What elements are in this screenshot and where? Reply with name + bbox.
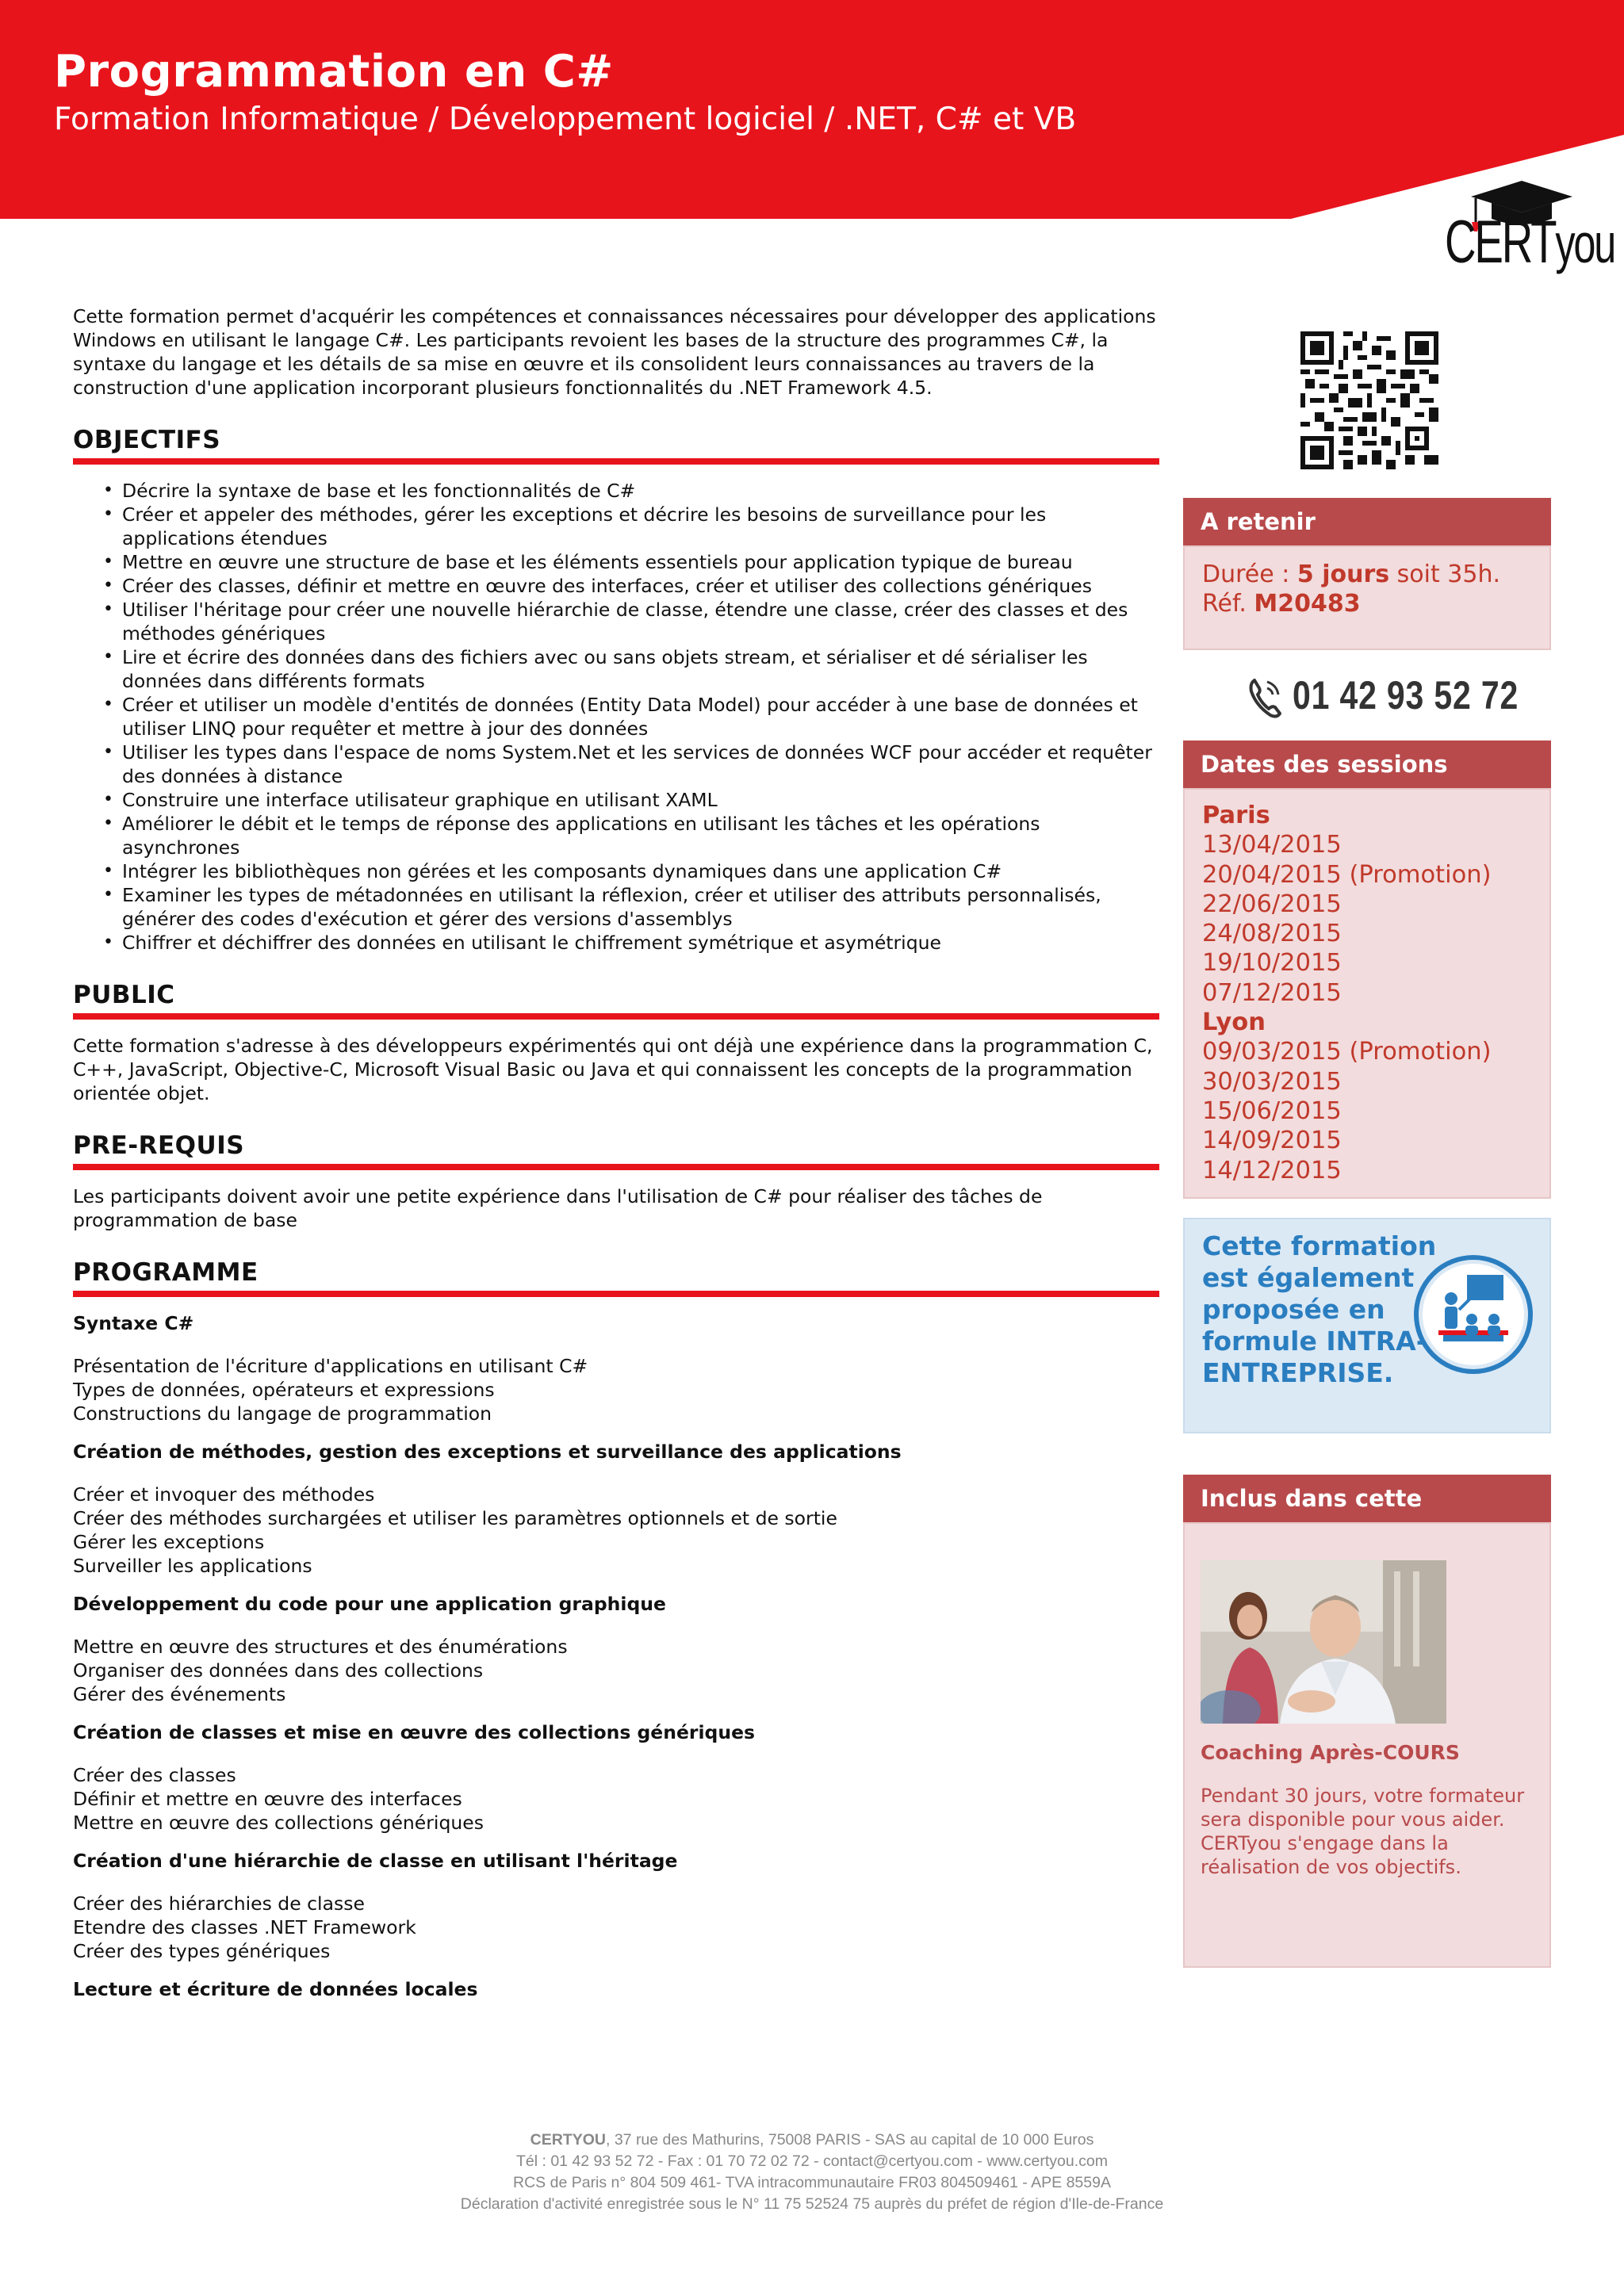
programme-module-title: Création de classes et mise en œuvre des collections génériques [73, 1721, 756, 1743]
prerequis-text: Les participants doivent avoir une petite expérience dans l'utilisation de C# pour réaliser des tâches de programmation de base [73, 1185, 1043, 1231]
page-title: Programmation en C# [54, 46, 614, 98]
footer [0, 2130, 1624, 2215]
programme-modules [73, 1311, 1159, 2001]
coaching-title: Coaching Après-COURS [1201, 1741, 1460, 1764]
prerequis-section [73, 1131, 1159, 1232]
objectif-item: • Améliorer le débit et le temps de réponse des applications en utilisant les tâches et les opérations asynchrones [73, 812, 1159, 859]
session-date: 22/06/2015 [1202, 890, 1342, 918]
programme-module-line: Types de données, opérateurs et expressions [73, 1379, 495, 1401]
session-city: Lyon [1202, 1008, 1266, 1037]
header-banner [0, 0, 1624, 219]
objectif-item: • Utiliser les types dans l'espace de noms System.Net et les services de données WCF pour accéder et requêter des données à distance [73, 740, 1159, 788]
section-title-programme: PROGRAMME [73, 1258, 259, 1287]
objectifs-list [73, 479, 1159, 955]
intra-box [1183, 1218, 1551, 1433]
programme-module-line: Créer des hiérarchies de classe [73, 1892, 365, 1915]
programme-module-line: Mettre en œuvre des collections génériques [73, 1812, 484, 1834]
programme-module-line: Mettre en œuvre des structures et des énumérations [73, 1636, 568, 1658]
objectif-item: • Examiner les types de métadonnées en utilisant la réflexion, créer et utiliser des attributs personnalisés, générer des codes d'exécution et gérer des versions d'assemblys [73, 883, 1159, 931]
programme-module-line: Créer des types génériques [73, 1940, 331, 1962]
footer-line-4: Déclaration d'activité enregistrée sous le N° 11 75 52524 75 auprès du préfet de région d'Ile-de-France [460, 2195, 1164, 2213]
section-rule [73, 1291, 1159, 1297]
main-content [73, 304, 1159, 2020]
objectif-item: • Créer et utiliser un modèle d'entités de données (Entity Data Model) pour accéder à une base de données et utiliser LINQ pour requêter et mettre à jour des données [73, 693, 1159, 740]
public-section [73, 980, 1159, 1105]
ref-line: Réf. M20483 [1202, 590, 1361, 618]
session-date: 14/09/2015 [1202, 1127, 1342, 1155]
intro-paragraph: Cette formation permet d'acquérir les compétences et connaissances nécessaires pour développer des applications Windows en utilisant le langage C#. Les participants revoient les bases de la structure des programmes C#, la syntaxe du langage et les détails de sa mise en œuvre et ils consolident leurs connaissances au travers de la construction d'une application incorporant plusieurs fonctionnalités du .NET Framework 4.5. [73, 305, 1156, 399]
objectifs-section [73, 425, 1159, 955]
logo-wordmark: CERTyou [1445, 209, 1615, 276]
programme-module-title: Création de méthodes, gestion des exceptions et surveillance des applications [73, 1441, 902, 1463]
footer-line-1: CERTYOU, 37 rue des Mathurins, 75008 PARIS - SAS au capital de 10 000 Euros [530, 2131, 1094, 2149]
section-rule [73, 1164, 1159, 1170]
phone-number: 01 42 93 52 72 [1293, 673, 1519, 718]
programme-module-line: Constructions du langage de programmation [73, 1402, 492, 1425]
objectif-item: • Utiliser l'héritage pour créer une nouvelle hiérarchie de classe, étendre une classe, créer des classes et des méthodes génériques [73, 598, 1159, 645]
inclus-header: Inclus dans cette [1183, 1475, 1551, 1522]
session-date: 15/06/2015 [1202, 1096, 1342, 1125]
objectif-item: • Créer des classes, définir et mettre en œuvre des interfaces, créer et utiliser des collections génériques [73, 574, 1159, 598]
section-rule [73, 1013, 1159, 1020]
objectif-item: • Chiffrer et déchiffrer des données en utilisant le chiffrement symétrique et asymétrique [73, 931, 1159, 955]
phone-icon [1247, 675, 1283, 720]
programme-module-line: Organiser des données dans des collections [73, 1659, 484, 1682]
session-date: 20/04/2015 (Promotion) [1202, 860, 1492, 889]
sessions-header: Dates des sessions [1183, 740, 1551, 788]
programme-module-line: Définir et mettre en œuvre des interfaces [73, 1788, 462, 1810]
session-date: 24/08/2015 [1202, 920, 1342, 948]
objectif-item: • Créer et appeler des méthodes, gérer les exceptions et décrire les besoins de surveillance pour les applications étendues [73, 503, 1159, 550]
intra-text: Cette formation est également proposée en formule INTRA-ENTREPRISE. [1202, 1230, 1437, 1388]
session-city: Paris [1202, 802, 1270, 829]
qr-code [1300, 331, 1438, 469]
section-title-objectifs: OBJECTIFS [73, 426, 221, 454]
objectif-item: • Décrire la syntaxe de base et les fonctionnalités de C# [73, 479, 1159, 503]
session-date: 07/12/2015 [1202, 978, 1342, 1007]
training-group-icon [1411, 1253, 1535, 1376]
objectif-item: • Lire et écrire des données dans des fichiers avec ou sans objets stream, et sérialiser et dé sérialiser les données dans différents formats [73, 645, 1159, 693]
sessions-box [1183, 788, 1551, 1199]
coaching-text: Pendant 30 jours, votre formateur sera disponible pour vous aider. CERTyou s'engage dans la réalisation de vos objectifs. [1201, 1785, 1525, 1878]
footer-line-3: RCS de Paris n° 804 509 461- TVA intracommunautaire FR03 804509461 - APE 8559A [513, 2174, 1111, 2191]
session-date: 14/12/2015 [1202, 1156, 1342, 1184]
section-rule [73, 458, 1159, 465]
session-date: 30/03/2015 [1202, 1067, 1342, 1096]
programme-module-title: Lecture et écriture de données locales [73, 1978, 478, 2000]
session-date: 19/10/2015 [1202, 949, 1342, 978]
programme-module-title: Création d'une hiérarchie de classe en utilisant l'héritage [73, 1850, 678, 1872]
retenir-box [1183, 545, 1551, 650]
objectif-item: • Construire une interface utilisateur graphique en utilisant XAML [73, 788, 1159, 812]
section-title-prerequis: PRE-REQUIS [73, 1131, 245, 1160]
programme-module-line: Etendre des classes .NET Framework [73, 1916, 416, 1938]
programme-module-line: Créer des classes [73, 1764, 236, 1786]
duree-line: Durée : 5 jours soit 35h. [1202, 561, 1501, 588]
session-date: 09/03/2015 (Promotion) [1202, 1038, 1492, 1066]
programme-section [73, 1257, 1159, 2001]
coaching-photo [1201, 1560, 1446, 1724]
public-text: Cette formation s'adresse à des développeurs expérimentés qui ont déjà une expérience dans la programmation C, C++, JavaScript, Objective-C, Microsoft Visual Basic ou Java et qui connaissent les concepts de la programmation orientée objet. [73, 1035, 1153, 1104]
programme-module-title: Développement du code pour une application graphique [73, 1593, 666, 1615]
section-title-public: PUBLIC [73, 981, 175, 1009]
programme-module-line: Créer des méthodes surchargées et utiliser les paramètres optionnels et de sortie [73, 1507, 837, 1529]
session-date: 13/04/2015 [1202, 831, 1342, 859]
programme-module-title: Syntaxe C# [73, 1312, 194, 1334]
programme-module-line: Gérer des événements [73, 1683, 286, 1705]
retenir-header: A retenir [1183, 498, 1551, 545]
objectif-item: • Mettre en œuvre une structure de base et les éléments essentiels pour application typique de bureau [73, 550, 1159, 574]
programme-module-line: Gérer les exceptions [73, 1531, 265, 1553]
objectif-item: • Intégrer les bibliothèques non gérées et les composants dynamiques dans une application C# [73, 859, 1159, 883]
page-subtitle: Formation Informatique / Développement logiciel / .NET, C# et VB [54, 101, 1077, 137]
programme-module-line: Créer et invoquer des méthodes [73, 1483, 375, 1506]
programme-module-line: Surveiller les applications [73, 1555, 312, 1577]
programme-module-line: Présentation de l'écriture d'applications en utilisant C# [73, 1355, 588, 1377]
footer-line-2: Tél : 01 42 93 52 72 - Fax : 01 70 72 02 72 - contact@certyou.com - www.certyou.com [516, 2152, 1108, 2170]
